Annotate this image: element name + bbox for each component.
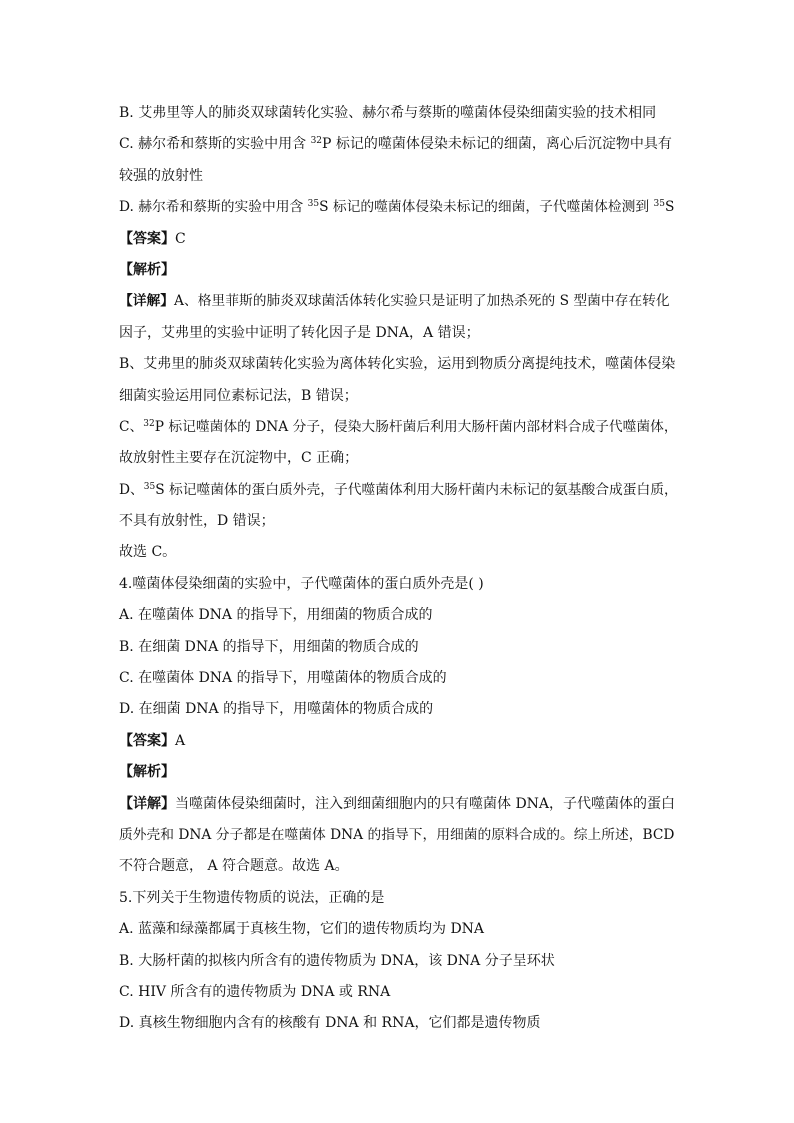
q4-answer bbox=[119, 726, 679, 757]
q3-conclusion: 故选 C。 bbox=[119, 544, 177, 561]
q4-detail-line1: 【详解】当噬菌体侵染细菌时，注入到细菌细胞内的只有噬菌体 DNA，子代噬菌体的蛋白 bbox=[119, 795, 676, 812]
answer-label: 【答案】 bbox=[119, 732, 175, 749]
q4-option-b: B. 在细菌 DNA 的指导下，用细菌的物质合成的 bbox=[119, 638, 419, 655]
q3-option-c-continued: 较强的放射性 bbox=[119, 167, 203, 184]
answer-value: A bbox=[175, 732, 186, 749]
detail-label: 【详解】 bbox=[119, 795, 175, 812]
q4-option-d: D. 在细菌 DNA 的指导下，用噬菌体的物质合成的 bbox=[119, 701, 434, 718]
answer-label: 【答案】 bbox=[119, 230, 175, 247]
q3-answer bbox=[119, 224, 679, 255]
q3-option-c: C. 赫尔希和蔡斯的实验中用含 $^{32}$P 标记的噬菌体侵染未标记的细菌，离心后沉淀物中具有 bbox=[119, 136, 672, 153]
q3-option-d: D. 赫尔希和蔡斯的实验中用含 $^{35}$S 标记的噬菌体侵染未标记的细菌，子代噬菌体检测到 $^{35}$S bbox=[119, 199, 675, 216]
q4-analysis-heading: 【解析】 bbox=[119, 764, 175, 781]
q3-option-b: B. 艾弗里等人的肺炎双球菌转化实验、赫尔希与蔡斯的噬菌体侵染细菌实验的技术相同 bbox=[119, 105, 657, 121]
q3-detail-d-line1: D、$^{35}$S 标记噬菌体的蛋白质外壳，子代噬菌体利用大肠杆菌内未标记的氨基酸合成蛋白质， bbox=[119, 481, 678, 498]
q4-option-a: A. 在噬菌体 DNA 的指导下，用细菌的物质合成的 bbox=[119, 607, 433, 624]
q3-detail-a-line2: 因子，艾弗里的实验中证明了转化因子是 DNA，A 错误； bbox=[119, 324, 480, 341]
q4-detail-line2: 质外壳和 DNA 分子都是在噬菌体 DNA 的指导下，用细菌的原料合成的。综上所述，BCD bbox=[119, 826, 675, 843]
q5-option-c: C. HIV 所含有的遗传物质为 DNA 或 RNA bbox=[119, 983, 391, 1000]
q3-detail-c-line1: C、$^{32}$P 标记噬菌体的 DNA 分子，侵染大肠杆菌后利用大肠杆菌内部材料合成子代噬菌体， bbox=[119, 418, 678, 435]
q3-detail-c-line2: 故放射性主要存在沉淀物中，C 正确； bbox=[119, 450, 359, 467]
detail-label: 【详解】 bbox=[119, 293, 175, 310]
q3-detail-a-line1: 【详解】A、格里菲斯的肺炎双球菌活体转化实验只是证明了加热杀死的 S 型菌中存在转化 bbox=[119, 293, 670, 310]
answer-value: C bbox=[175, 230, 186, 247]
q5-stem: 5.下列关于生物遗传物质的说法，正确的是 bbox=[119, 889, 385, 906]
q4-stem: 4.噬菌体侵染细菌的实验中，子代噬菌体的蛋白质外壳是( ) bbox=[119, 575, 484, 592]
q3-analysis-heading: 【解析】 bbox=[119, 261, 175, 278]
q3-detail-b-line2: 细菌实验运用同位素标记法，B 错误； bbox=[119, 387, 358, 404]
q4-option-c: C. 在噬菌体 DNA 的指导下，用噬菌体的物质合成的 bbox=[119, 670, 447, 687]
q3-detail-b-line1: B、艾弗里的肺炎双球菌转化实验为离体转化实验，运用到物质分离提纯技术，噬菌体侵染 bbox=[119, 356, 676, 373]
q4-detail-line3: 不符合题意， A 符合题意。故选 A。 bbox=[119, 858, 349, 875]
q5-option-a: A. 蓝藻和绿藻都属于真核生物，它们的遗传物质均为 DNA bbox=[119, 921, 485, 938]
document-content bbox=[119, 98, 679, 1040]
q3-detail-d-line2: 不具有放射性，D 错误； bbox=[119, 513, 275, 530]
q5-option-d: D. 真核生物细胞内含有的核酸有 DNA 和 RNA，它们都是遗传物质 bbox=[119, 1015, 541, 1032]
q5-option-b: B. 大肠杆菌的拟核内所含有的遗传物质为 DNA，该 DNA 分子呈环状 bbox=[119, 952, 555, 969]
